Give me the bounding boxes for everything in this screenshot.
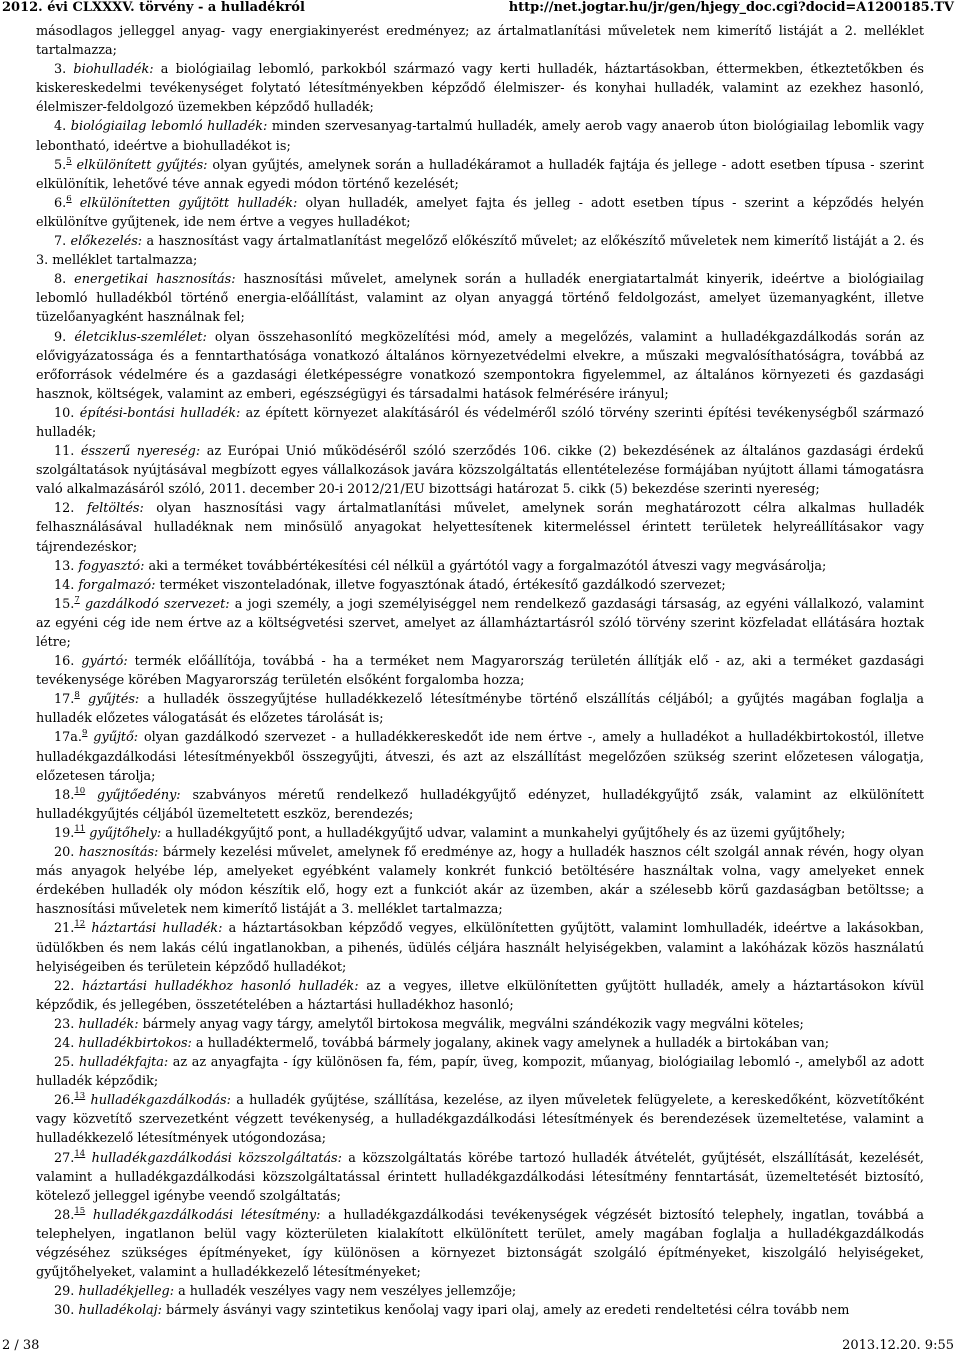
definition-text: minden szervesanyag-tartalmú hulladék, amely aerob vagy anaerob úton biológiailag lebomlik vagy lebontható, ideértve a biohulladékot is; bbox=[36, 119, 924, 154]
paragraph-number: 17a. bbox=[54, 730, 82, 746]
defined-term: hulladék: bbox=[78, 1016, 139, 1032]
definition-text: a hulladékgazdálkodási tevékenységek végzését biztosító telephely, ingatlan, továbbá a telephelyen, ingatlanon belül vagy közterületen kialakított elkülönített terület, amely magában foglalja a hulladékgazdálkodás végzéséhez szükséges építményeket, így különösen a környezet biztonságát szolgáló építményeket, kiszolgáló helyiségeket, gyűjtőhelyeket, valamint a hulladékkezelő létesítményeket; bbox=[36, 1207, 924, 1281]
definition-paragraph bbox=[36, 499, 924, 556]
definition-text: a közszolgáltatás körébe tartozó hulladék átvételét, gyűjtését, elszállítását, kezelését, valamint a hulladékgazdálkodási közszolgáltatással érintett hulladékgazdálkodási létesítmény fenntartását, üzemeltetését biztosító, kötelező jelleggel igénybe veendő szolgáltatás; bbox=[36, 1150, 924, 1204]
paragraph-number: 7. bbox=[54, 234, 71, 250]
definition-text: bármely anyag vagy tárgy, amelytől birtokosa megválik, megválni szándékozik vagy megválni köteles; bbox=[138, 1016, 804, 1032]
defined-term: fogyasztó: bbox=[78, 558, 145, 574]
print-timestamp: 2013.12.20. 9:55 bbox=[842, 1338, 954, 1353]
definition-paragraph bbox=[36, 843, 924, 919]
definition-text: az Európai Unió működéséről szóló szerződés 106. cikke (2) bekezdésének az általános gazdasági érdekű szolgáltatások nyújtásával megbízott egyes vállalkozások javára közszolgáltatás ellentételezése formájában nyújtott állami támogatásra való alkalmazásáról szóló, 2011. december 20-i 2012/21/EU bizottsági határozat 5. cikk (5) bekezdése szerinti nyereség; bbox=[36, 444, 925, 498]
definition-paragraph bbox=[36, 404, 924, 442]
definition-paragraph bbox=[36, 1034, 924, 1053]
defined-term: gyártó: bbox=[81, 654, 128, 670]
paragraph-number: 11. bbox=[54, 444, 81, 460]
paragraph-number: 30. bbox=[54, 1303, 79, 1319]
page-header bbox=[0, 0, 960, 16]
definition-text: a hulladéktermelő, továbbá bármely jogalany, akinek vagy amelynek a hulladék a birtokában van; bbox=[191, 1035, 830, 1051]
paragraph-number: 5. bbox=[54, 157, 67, 173]
defined-term: hulladékgazdálkodás: bbox=[90, 1093, 231, 1109]
defined-term: háztartási hulladékhoz hasonló hulladék: bbox=[81, 978, 359, 994]
paragraph-number: 8. bbox=[54, 272, 75, 288]
defined-term: hulladékgazdálkodási közszolgáltatás: bbox=[91, 1150, 342, 1166]
footnote-link[interactable]: 9 bbox=[81, 728, 88, 739]
defined-term: ésszerű nyereség: bbox=[80, 444, 201, 460]
definition-paragraph bbox=[36, 1091, 924, 1148]
paragraph-number: 22. bbox=[54, 978, 82, 994]
definition-text: hasznosítási művelet, amelynek során a hulladék energiatartalmát kinyerik, ideértve a biológiailag lebomló hulladékból történő energia-előállítást, valamint az olyan anyaggá történő feldolgozást, amelyet üzemanyagként, illetve tüzelőanyagként használnak fel; bbox=[36, 272, 924, 326]
defined-term: hulladékbirtokos: bbox=[78, 1035, 192, 1051]
definition-text: szabványos méretű rendelkező hulladékgyűjtő edényzet, hulladékgyűjtő zsák, valamint az elkülönített hulladékgyűjtés céljából üzemeltetett eszköz, berendezés; bbox=[36, 787, 924, 822]
definition-text: bármely kezelési művelet, amelynek fő eredménye az, hogy a hulladék hasznos célt szolgál annak révén, hogy olyan más anyagok helyébe lép, amelyeket egyébként valamely konkrét funkció betöltésére használtak volna, vagy amelyeket ennek érdekében hulladék oly módon készítik elő, hogy ezt a funkciót akár az üzemben, akár a szélesebb körű gazdaságban betöltsse; a hasznosítási műveletek nem kimerítő listáját a 3. melléklet tartalmazza; bbox=[36, 845, 925, 918]
definition-text: aki a terméket továbbértékesítési cél nélkül a gyártótól vagy a forgalmazótól átveszi vagy megvásárolja; bbox=[144, 558, 827, 574]
footnote-link[interactable]: 13 bbox=[74, 1091, 86, 1102]
paragraph-number: 9. bbox=[54, 329, 75, 345]
paragraph-number: 15. bbox=[54, 596, 75, 612]
defined-term: hulladékgazdálkodási létesítmény: bbox=[92, 1207, 321, 1223]
footnote-link[interactable]: 10 bbox=[74, 785, 86, 796]
paragraph-number: 13. bbox=[54, 558, 79, 574]
definition-text: terméket viszonteladónak, illetve fogyasztónak átadó, értékesítő gazdálkodó szervezet; bbox=[155, 577, 726, 593]
defined-term: előkezelés: bbox=[70, 234, 143, 250]
defined-term: gyűjtőedény: bbox=[97, 787, 181, 803]
defined-term: hasznosítás: bbox=[78, 845, 159, 861]
defined-term: hulladékolaj: bbox=[78, 1303, 162, 1319]
defined-term: háztartási hulladék: bbox=[91, 921, 223, 937]
law-text-body bbox=[36, 22, 924, 1320]
defined-term: forgalmazó: bbox=[78, 577, 156, 593]
footnote-link[interactable]: 15 bbox=[74, 1205, 86, 1216]
footnote-link[interactable]: 5 bbox=[66, 155, 72, 166]
footnote-link[interactable]: 12 bbox=[74, 919, 86, 930]
definition-paragraph bbox=[36, 728, 924, 785]
definition-text: olyan hulladék, amelyet fajta és jelleg - adott esetben típus - szerint a képződés helyén elkülönítve gyűjtenek, ide nem értve a vegyes hulladékot; bbox=[36, 195, 924, 230]
definition-text: bármely ásványi vagy szintetikus kenőolaj vagy ipari olaj, amely az eredeti rendeltetési célra tovább nem bbox=[161, 1303, 850, 1319]
definition-paragraph bbox=[36, 1053, 924, 1091]
definition-text: a hulladék veszélyes vagy nem veszélyes jellemzője; bbox=[174, 1284, 517, 1300]
paragraph-number: 24. bbox=[54, 1035, 79, 1051]
paragraph-number: 20. bbox=[54, 845, 79, 861]
paragraph-number: 14. bbox=[54, 577, 79, 593]
page-footer bbox=[0, 1338, 960, 1354]
defined-term: energetikai hasznosítás: bbox=[74, 272, 236, 288]
paragraph-number: 23. bbox=[54, 1016, 79, 1032]
definition-paragraph bbox=[36, 977, 924, 1015]
definition-paragraph bbox=[36, 270, 924, 327]
definition-text: a jogi személy, a jogi személyiséggel nem rendelkező gazdasági társaság, az egyéni vállalkozó, valamint az egyéni cég ide nem értve az a költségvetési szervet, amelyet az államháztartásról szóló törvény szerint közfeladat ellátására hoztak létre; bbox=[36, 596, 924, 650]
defined-term: biológiailag lebomló hulladék: bbox=[70, 119, 268, 135]
definition-text: a hasznosítást vagy ártalmatlanítást megelőző előkészítő művelet; az előkészítő műveletek nem kimerítő listáját a 2. és 3. melléklet tartalmazza; bbox=[36, 234, 925, 269]
definition-text: a háztartásokban képződő vegyes, elkülönítetten gyűjtött, valamint lomhulladék, ideértve a lakásokban, üdülőkben és nem lakás célú ingatlanokban, a pihenés, üdülés céljára használt helyiségekben, valamint a lakóházak közös használatú helyiségeiben és területein képződő hulladékot; bbox=[36, 921, 924, 975]
definition-text: a hulladék összegyűjtése hulladékkezelő létesítménybe történő elszállítás céljából; a gyűjtés magában foglalja a hulladék előzetes válogatását és előzetes tárolását is; bbox=[36, 692, 924, 727]
paragraph-number: 12. bbox=[54, 501, 87, 517]
definition-paragraph bbox=[36, 194, 924, 232]
defined-term: életciklus-szemlélet: bbox=[74, 329, 207, 345]
paragraph-number: 16. bbox=[54, 654, 82, 670]
definition-paragraph bbox=[36, 232, 924, 270]
paragraph-number: 27. bbox=[54, 1150, 75, 1166]
definition-paragraph bbox=[36, 117, 924, 155]
definition-paragraph bbox=[36, 1149, 924, 1206]
document-title: 2012. évi CLXXXV. törvény - a hulladékról bbox=[2, 0, 305, 15]
definition-text: a hulladék gyűjtése, szállítása, kezelése, az ilyen műveletek felügyelete, a kereskedőként, közvetítőként vagy közvetítő szervezetként végzett tevékenység, a hulladékgazdálkodási létesítmények és berendezések üzemeltetése, valamint a hulladékkezelő létesítmények utógondozása; bbox=[36, 1093, 924, 1147]
definition-paragraph bbox=[36, 1301, 924, 1320]
definition-text: a biológiailag lebomló, parkokból származó vagy kerti hulladék, háztartásokban, éttermekben, étkeztetőkben és kiskereskedelmi tevékenységet folytató létesítményekben képződő élelmiszer- és konyhai hulladék, valamint az ezekhez hasonló, élelmiszer-feldolgozó üzemekben képződő hulladék; bbox=[36, 62, 924, 116]
definition-text: az a vegyes, illetve elkülönítetten gyűjtött hulladék, amely a háztartásokon kívül képződik, és jellegében, összetételében a háztartási hulladékhoz hasonló; bbox=[36, 978, 924, 1013]
definition-text: olyan összehasonlító megközelítési mód, amely a megelőzés, valamint a hulladékgazdálkodás során az elővigyázatossága és a fenntarthatósága vonatkozó általános környezetvédelmi elvekre, a műszaki megvalósíthatóságra, továbbá az erőforrások védelmére és a gazdasági életképességre vonatkozó szempontokra figyelemmel, az általános környezeti és gazdasági hasznok, költségek, valamint az emberi, egészségügyi és társadalmi hatások felmérésére irányul; bbox=[36, 329, 925, 402]
paragraph-number: 6. bbox=[54, 195, 67, 211]
definition-text: olyan gazdálkodó szervezet - a hulladékkereskedőt ide nem értve -, amely a hulladékot a hulladékbirtokostól, illetve hulladékgazdálkodási létesítményekből összegyűjti, átveszi, és azt az elszállítást megelőzően szükség szerint előzetesen válogatja, előzetesen tárolja; bbox=[36, 730, 924, 784]
defined-term: elkülönítetten gyűjtött hulladék: bbox=[79, 195, 298, 211]
definition-paragraph bbox=[36, 557, 924, 576]
defined-term: hulladékjelleg: bbox=[78, 1284, 175, 1300]
definition-text: a hulladékgyűjtő pont, a hulladékgyűjtő udvar, valamint a munkahelyi gyűjtőhely és az üzemi gyűjtőhely; bbox=[161, 825, 846, 841]
definition-paragraph bbox=[36, 156, 924, 194]
defined-term: gyűjtő: bbox=[93, 730, 139, 746]
defined-term: gazdálkodó szervezet: bbox=[84, 596, 230, 612]
definition-text: az az anyagfajta - így különösen fa, fém, papír, üveg, kompozit, műanyag, biológiailag lebomló -, amelyből az adott hulladék képződik; bbox=[36, 1055, 925, 1090]
definition-paragraph bbox=[36, 1282, 924, 1301]
defined-term: építési-bontási hulladék: bbox=[79, 405, 241, 421]
definition-paragraph bbox=[36, 1015, 924, 1034]
paragraph-number: 19. bbox=[54, 825, 75, 841]
page-number: 2 / 38 bbox=[2, 1338, 40, 1353]
definition-paragraph bbox=[36, 595, 924, 652]
defined-term: gyűjtőhely: bbox=[89, 825, 162, 841]
definition-paragraph bbox=[36, 60, 924, 117]
definition-paragraph bbox=[36, 442, 924, 499]
definition-paragraph bbox=[36, 786, 924, 824]
paragraph-number: 3. bbox=[54, 62, 74, 78]
defined-term: gyűjtés: bbox=[88, 692, 140, 708]
paragraph-number: 28. bbox=[54, 1207, 75, 1223]
definition-paragraph bbox=[36, 824, 924, 843]
paragraph-number: 4. bbox=[54, 119, 71, 135]
definition-paragraph bbox=[36, 22, 924, 60]
definition-text: az épített környezet alakításáról és védelméről szóló törvény szerinti építési tevékenységből származó hulladék; bbox=[36, 405, 925, 440]
definition-paragraph bbox=[36, 690, 924, 728]
definition-paragraph bbox=[36, 652, 924, 690]
definition-paragraph bbox=[36, 919, 924, 976]
definition-text: olyan hasznosítási vagy ártalmatlanítási művelet, amelynek során meghatározott célra alkalmas hulladék felhasználásával hulladéknak nem minősülő anyagokat helyettesítenek kitermeléssel érintett területek helyreállításakor vagy tájrendezéskor; bbox=[36, 501, 925, 555]
defined-term: elkülönített gyűjtés: bbox=[76, 157, 208, 173]
document-url[interactable]: http://net.jogtar.hu/jr/gen/hjegy_doc.cgi?docid=A1200185.TV bbox=[508, 0, 954, 15]
defined-term: feltöltés: bbox=[86, 501, 144, 517]
definition-paragraph bbox=[36, 1206, 924, 1282]
footnote-link[interactable]: 8 bbox=[74, 690, 80, 701]
definition-paragraph bbox=[36, 576, 924, 595]
footnote-link[interactable]: 11 bbox=[74, 823, 86, 834]
paragraph-number: 26. bbox=[54, 1093, 75, 1109]
paragraph-number: 10. bbox=[54, 405, 80, 421]
definition-paragraph bbox=[36, 328, 924, 404]
footnote-link[interactable]: 6 bbox=[66, 193, 72, 204]
paragraph-number: 17. bbox=[54, 692, 75, 708]
paragraph-number: 18. bbox=[54, 787, 75, 803]
defined-term: biohulladék: bbox=[73, 62, 154, 78]
footnote-link[interactable]: 7 bbox=[74, 594, 80, 605]
defined-term: hulladékfajta: bbox=[78, 1055, 169, 1071]
paragraph-number: 25. bbox=[54, 1055, 79, 1071]
definition-text: másodlagos jelleggel anyag- vagy energiakinyerést eredményez; az ártalmatlanítási műveletek nem kimerítő listáját a 2. melléklet tartalmazza; bbox=[36, 24, 924, 59]
definition-text: olyan gyűjtés, amelynek során a hulladékáramot a hulladék fajtája és jellege - adott esetben típusa - szerint elkülönítik, lehetővé téve annak egyedi módon történő kezelését; bbox=[36, 157, 924, 192]
paragraph-number: 29. bbox=[54, 1284, 79, 1300]
footnote-link[interactable]: 14 bbox=[74, 1148, 86, 1159]
definition-text: termék előállítója, továbbá - ha a terméket nem Magyarország területén állítják elő - az, aki a terméket gazdasági tevékenysége körében Magyarország területén elsőként forgalomba hozza; bbox=[36, 654, 924, 689]
paragraph-number: 21. bbox=[54, 921, 75, 937]
